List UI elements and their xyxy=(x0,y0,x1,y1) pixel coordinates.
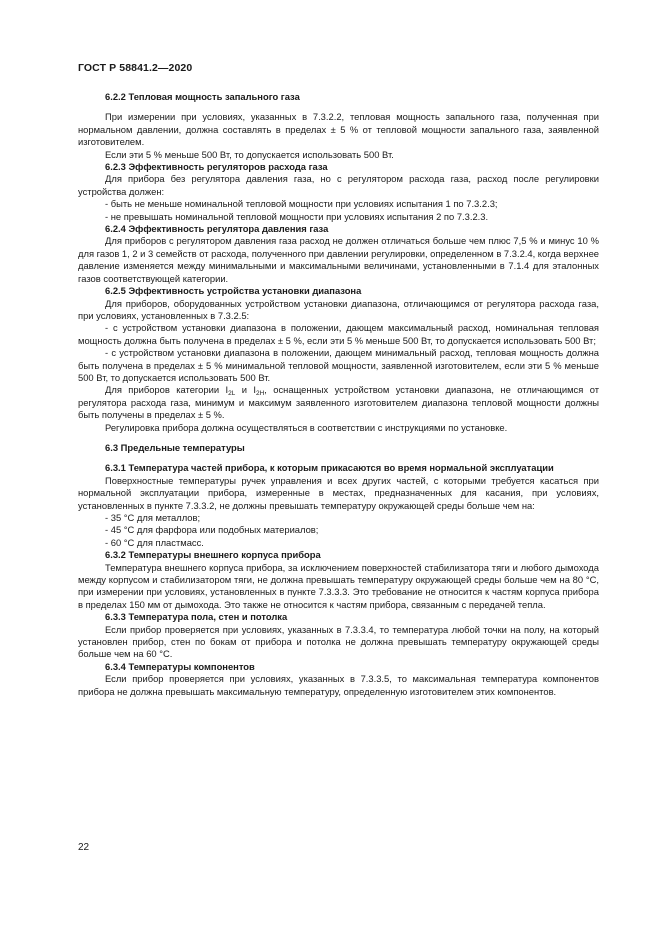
section-heading: 6.3.4 Температуры компонентов xyxy=(105,660,255,672)
section-heading: 6.3 Предельные температуры xyxy=(105,441,245,453)
subscript: 2L xyxy=(228,390,236,398)
list-item: - с устройством установки диапазона в положении, дающем минимальный расход, тепловая мощность должна быть получена в пределах ± 5 % минимальной тепловой мощности, заявленной изготовителем, если эти 5 % меньше 500 Вт, то допускается использовать 500 Вт. xyxy=(78,347,599,383)
list-item: - с устройством установки диапазона в положении, дающем максимальный расход, номинальная тепловая мощность должна быть получена в пределах ± 5 %, если эти 5 % меньше 500 Вт, то допускается использовать 500 Вт; xyxy=(78,322,599,346)
section-heading: 6.3.1 Температура частей прибора, к которым прикасаются во время нормальной эксплуатации xyxy=(105,462,554,474)
paragraph: Для приборов с регулятором давления газа расход не должен отличаться больше чем плюс 7,5 % и минус 10 % для газов 1, 2 и 3 семейств от расхода, полученного при давлении регулировки, определенном в 7.3.2.4, когда верхнее давление изменяется между минимальными и максимальными величинами, установленными в 7.1.4 для эталонных газов соответствующей категории. xyxy=(78,235,600,284)
section-heading: 6.2.4 Эффективность регулятора давления газа xyxy=(105,223,329,235)
list-item: - быть не меньше номинальной тепловой мощности при условиях испытания 1 по 7.3.2.3; xyxy=(105,198,498,210)
paragraph: Поверхностные температуры ручек управления и всех других частей, с которыми требуется касаться при нормальной эксплуатации прибора, измеренные в местах, предназначенных для касания, при условиях, установленных в пункте 7.3.3.2, не должны превышать температуру окружающей среды больше чем на: xyxy=(78,474,599,511)
paragraph: Если прибор проверяется при условиях, указанных в 7.3.3.4, то температура любой точки на полу, на который установлен прибор, стен по бокам от прибора и потолка не должна превышать температуру окружающей среды больше чем на 60 °С. xyxy=(78,623,599,660)
list-item: - 45 °С для фарфора или подобных материалов; xyxy=(105,524,319,536)
section-heading: 6.2.2 Тепловая мощность запального газа xyxy=(105,91,300,102)
text-run: , оснащенных устройством установки диапазона, не отличающимся от регулятора расхода газа, минимум и максимум заявленного изготовителем диапазона тепловой мощности должны быть получены в пределах ± 5 %. xyxy=(78,384,599,421)
section-heading: 6.2.5 Эффективность устройства установки диапазона xyxy=(105,285,362,297)
paragraph: Если прибор проверяется при условиях, указанных в 7.3.3.5, то максимальная температура компонентов прибора не должна превышать максимальную температуру, определенную изготовителем этих компонентов. xyxy=(78,673,599,697)
list-item: - не превышать номинальной тепловой мощности при условиях испытания 2 по 7.3.2.3. xyxy=(105,210,489,222)
section-heading: 6.3.2 Температуры внешнего корпуса прибора xyxy=(105,549,321,561)
paragraph: Для приборов, оборудованных устройством установки диапазона, отличающимся от регулятора расхода газа, при условиях, установленных в 7.3.2.5: xyxy=(78,297,599,321)
paragraph: Для прибора без регулятора давления газа, но с регулятором расхода газа, расход после регулировки устройства должен: xyxy=(78,173,599,197)
paragraph xyxy=(78,384,599,421)
section-heading: 6.2.3 Эффективность регуляторов расхода газа xyxy=(105,161,328,173)
text-run: и I xyxy=(235,384,256,396)
subscript: 2H xyxy=(255,390,265,398)
paragraph: Если эти 5 % меньше 500 Вт, то допускается использовать 500 Вт. xyxy=(105,148,394,160)
paragraph: Регулировка прибора должна осуществляться в соответствии с инструкциями по установке. xyxy=(105,421,508,433)
document-body xyxy=(78,91,599,698)
text-run: Для приборов категории I xyxy=(105,384,229,396)
section-heading: 6.3.3 Температура пола, стен и потолка xyxy=(105,611,288,623)
list-item: - 35 °С для металлов; xyxy=(105,512,201,523)
paragraph: Температура внешнего корпуса прибора, за исключением поверхностей стабилизатора тяги и любого дымохода между корпусом и стабилизатором тяги, не должна превышать температуру окружающей среды больше чем на 80 °С, при измерении при условиях, установленных в пункте 7.3.3.3. Это требование не относится к частям корпуса прибора в пределах 150 мм от дымохода. Это также не относится к частям прибора, связанным с передачей тепла. xyxy=(78,561,599,610)
document-header: ГОСТ Р 58841.2—2020 xyxy=(78,62,193,74)
paragraph: При измерении при условиях, указанных в 7.3.2.2, тепловая мощность запального газа, полученная при нормальном давлении, должна составлять в пределах ± 5 % от тепловой мощности запального газа, заявленной изготовителем. xyxy=(78,111,599,148)
page-number: 22 xyxy=(78,842,90,853)
list-item: - 60 °С для пластмасс. xyxy=(105,536,204,548)
